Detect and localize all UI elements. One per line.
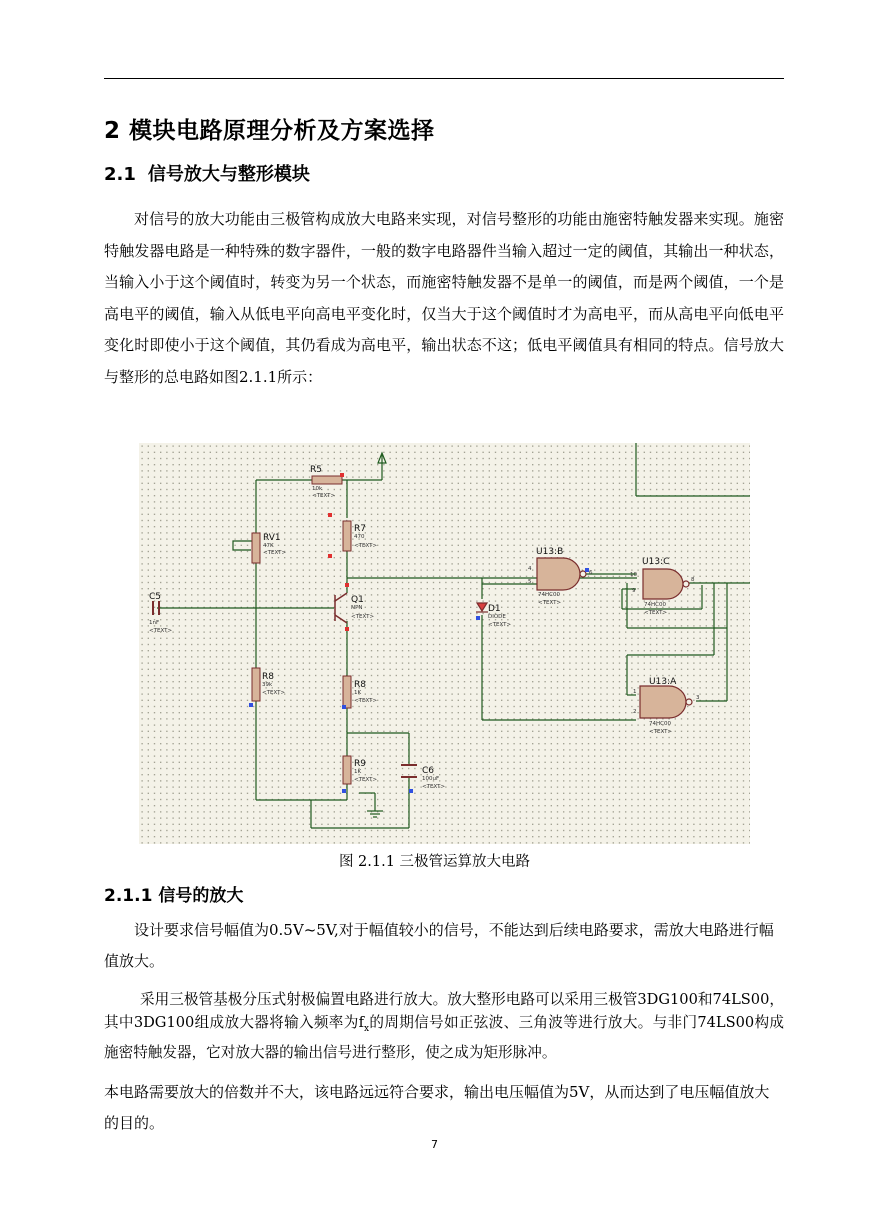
r8-left-text: <TEXT>: [262, 690, 286, 696]
r8-right-ref: R8: [354, 680, 366, 690]
r9-text: <TEXT>: [354, 777, 378, 783]
paragraph-conclusion: 本电路需要放大的倍数并不大，该电路远远符合要求，输出电压幅值为5V，从而达到了电压幅值放大的目的。: [104, 1083, 770, 1132]
nand-gate-u13a: [640, 686, 686, 718]
resistor-r5: [312, 476, 342, 484]
u13b-pin-out: 6: [589, 570, 593, 576]
page-number: 7: [431, 1138, 438, 1151]
u13c-pin-b: 9: [632, 588, 636, 594]
u13a-ref: U13:A: [649, 677, 677, 687]
resistor-r8-right: [343, 676, 351, 708]
rv1-value: 47K: [263, 543, 274, 549]
d1-value: DIODE: [488, 614, 506, 620]
c5-text: <TEXT>: [149, 628, 173, 634]
rv1-text: <TEXT>: [263, 550, 287, 556]
r5-text: <TEXT>: [312, 493, 336, 499]
r8-right-value: 1K: [354, 690, 362, 696]
u13a-pin-a: 1: [633, 689, 637, 695]
section-title: 信号放大与整形模块: [147, 164, 310, 185]
c6-ref: C6: [422, 766, 435, 776]
u13a-text: <TEXT>: [649, 729, 673, 735]
paragraph-text-part2: 的周期信号如正弦波、三角波等进行放大。与非门74LS00构成施密特触发器，它对放大器的输出信号进行整形，使之成为矩形脉冲。: [104, 1014, 784, 1061]
u13c-pin-out: 8: [691, 577, 695, 583]
nand-gate-u13c: [643, 569, 683, 599]
u13a-pin-out: 3: [696, 695, 700, 701]
resistor-r8-left: [252, 668, 260, 701]
u13b-text: <TEXT>: [538, 600, 562, 606]
nand-gate-u13b: [537, 558, 580, 590]
chapter-heading: 2 模块电路原理分析及方案选择: [104, 118, 435, 144]
subsection-heading: 2.1.1 信号的放大: [104, 886, 244, 906]
c5-ref: C5: [149, 592, 162, 602]
u13b-ref: U13:B: [536, 547, 564, 557]
r7-text: <TEXT>: [354, 543, 378, 549]
u13a-value: 74HC00: [649, 721, 671, 727]
resistor-r7: [343, 521, 351, 551]
header-rule: [104, 78, 784, 79]
u13b-pin-a: 4: [528, 566, 532, 572]
u13b-pin-b: 5: [528, 579, 532, 585]
u13c-ref: U13:C: [642, 557, 670, 567]
paragraph-amplify-requirement: 设计要求信号幅值为0.5V~5V,对于幅值较小的信号，不能达到后续电路要求，需放大电路进行幅值放大。: [104, 921, 774, 970]
c6-text: <TEXT>: [422, 784, 446, 790]
d1-text: <TEXT>: [488, 622, 512, 628]
c5-value: 1nF: [149, 620, 160, 626]
q1-text: <TEXT>: [351, 614, 375, 620]
u13c-pin-a: 10: [630, 572, 637, 578]
u13a-pin-b: 2: [633, 709, 637, 715]
r8-right-text: <TEXT>: [354, 698, 378, 704]
r7-ref: R7: [354, 524, 366, 534]
r9-value: 1K: [354, 769, 362, 775]
u13c-value: 74HC00: [644, 602, 666, 608]
resistor-r9: [343, 756, 351, 784]
r7-value: 470: [354, 534, 365, 540]
section-heading: [104, 160, 310, 186]
r8-left-value: 39k: [262, 682, 273, 688]
rv1-ref: RV1: [263, 533, 281, 543]
q1-ref: Q1: [351, 595, 364, 605]
frequency-subscript: x: [364, 1023, 370, 1034]
u13c-text: <TEXT>: [644, 610, 668, 616]
intro-paragraph: 对信号的放大功能由三极管构成放大电路来实现，对信号整形的功能由施密特触发器来实现。施密特触发器电路是一种特殊的数字器件，一般的数字电路器件当输入超过一定的阈值，其输出一种状态，当输入小于这个阈值时，转变为另一个状态，而施密特触发器不是单一的阈值，而是两个阈值，一个是高电平的阈值，输入从低电平向高电平变化时，仅当大于这个阈值时才为高电平，而从高电平向低电平变化时即使小于这个阈值，其仍看成为高电平，输出状态不这；低电平阈值具有相同的特点。信号放大与整形的总电路如图2.1.1所示：: [104, 210, 784, 386]
u13b-value: 74HC00: [538, 592, 560, 598]
r9-ref: R9: [354, 759, 366, 769]
q1-value: NPN: [351, 605, 363, 611]
r5-ref: R5: [310, 465, 322, 475]
section-number: 2.1: [104, 164, 136, 185]
circuit-diagram: [139, 443, 750, 844]
paragraph-text-part1: 采用三极管基极分压式射极偏置电路进行放大。放大整形电路可以采用三极管3DG100和74LS00，其中3DG100组成放大器将输入频率为f: [104, 991, 784, 1031]
c6-value: 100uF: [422, 776, 440, 782]
r5-value: 10k: [312, 486, 323, 492]
d1-ref: D1: [488, 604, 501, 614]
figure-caption: 图 2.1.1 三极管运算放大电路: [338, 854, 531, 870]
r8-left-ref: R8: [262, 672, 274, 682]
potentiometer-rv1: [252, 533, 260, 563]
paragraph-circuit-description: [104, 988, 784, 1064]
